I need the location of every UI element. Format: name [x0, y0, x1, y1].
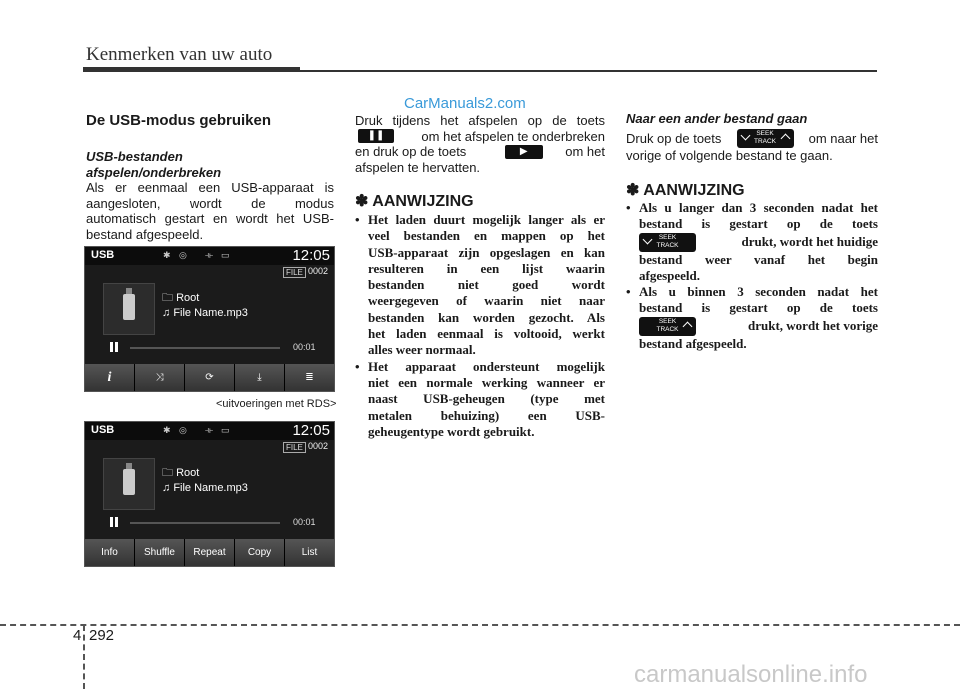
pause-icon[interactable]: [109, 342, 119, 352]
middle-paragraph: [355, 113, 605, 175]
copy-icon: ⤓: [257, 372, 262, 383]
music-note-icon: ♫: [162, 482, 174, 494]
header-rule-thin: [300, 70, 877, 72]
bullet-line: Als u langer dan 3 seconden nadat het: [639, 200, 878, 215]
shuffle-button[interactable]: [135, 364, 185, 391]
screen-clock: 12:05: [292, 247, 330, 264]
bullet-line: afgespeeld.: [639, 267, 701, 283]
para-text: om naar het: [808, 130, 878, 146]
bullet-first-line: [626, 284, 878, 300]
folder-root: [162, 289, 199, 308]
bullet-dot: •: [355, 358, 360, 374]
right-paragraph: [626, 129, 878, 164]
play-button-icon: ▶: [505, 145, 543, 159]
usb-stick-icon: [123, 294, 135, 320]
bluetooth-icon: ✱: [163, 250, 171, 260]
bullet-line: Het apparaat ondersteunt mogelijk: [368, 358, 605, 374]
info-button[interactable]: [85, 364, 135, 391]
bullet-line: bestanden kan worden gezocht. Als: [368, 309, 605, 325]
seek-track-button-icon: [639, 317, 696, 336]
usb-screen-text: [84, 421, 335, 567]
bullet-line: Als u binnen 3 seconden nadat het: [639, 284, 878, 300]
right-bullets: [626, 200, 878, 352]
disc-icon: ◎: [179, 425, 187, 435]
footer-divider: [83, 625, 85, 689]
current-file: [162, 307, 248, 319]
para-text: om het: [565, 144, 605, 159]
watermark-top[interactable]: CarManuals2.com: [404, 95, 526, 112]
folder-root: [162, 464, 199, 483]
info-icon: i: [107, 369, 112, 385]
para-line: bestand afgespeeld.: [86, 226, 204, 242]
bullet-item: [355, 212, 605, 359]
usb-device-art: [103, 283, 155, 335]
subsection-title-line: USB-bestanden: [86, 149, 183, 164]
progress-bar: [130, 522, 280, 524]
bullet-line: veel bestanden en mappen op het: [368, 228, 605, 244]
note-heading: [355, 191, 474, 211]
bullet-text: drukt, wordt het vorige: [748, 318, 878, 334]
shuffle-icon: ⤨: [155, 372, 164, 383]
folder-name: Root: [176, 292, 200, 304]
repeat-icon: ⟳: [205, 372, 214, 383]
seek-top: SEEK: [756, 130, 774, 137]
bluetooth-icon: ✱: [163, 425, 171, 435]
screen-button-bar: [85, 539, 334, 566]
file-number: 0002: [308, 441, 329, 451]
file-number: 0002: [308, 266, 329, 276]
file-name: File Name.mp3: [173, 482, 248, 494]
folder-name: Root: [176, 467, 200, 479]
screen-mode-label: USB: [91, 424, 115, 436]
para-line: Als er eenmaal een USB-apparaat is: [86, 180, 334, 195]
middle-bullets: [355, 212, 605, 440]
rds-caption: <uitvoeringen met RDS>: [216, 398, 337, 410]
para-line: [355, 144, 605, 160]
screen-clock: 12:05: [292, 422, 330, 439]
subsection-title-line: afspelen/onderbreken: [86, 165, 222, 180]
header-rule-thick: [83, 67, 300, 72]
bullet-first-line: [355, 359, 605, 375]
music-note-icon: ♫: [162, 307, 174, 319]
progress-bar: [130, 347, 280, 349]
bullet-dot: •: [355, 212, 360, 227]
note-asterisk-icon: ✽: [626, 182, 640, 199]
list-button[interactable]: List: [285, 539, 334, 566]
running-header: Kenmerken van uw auto: [86, 44, 273, 65]
seek-bottom: TRACK: [656, 241, 679, 249]
seek-track-button-icon: [737, 129, 794, 148]
copy-button[interactable]: Copy: [235, 539, 285, 566]
para-line: [355, 129, 605, 145]
bullet-line: [626, 317, 878, 336]
elapsed-time: 00:01: [293, 517, 316, 527]
seek-top: SEEK: [658, 317, 677, 325]
bullet-item: [355, 359, 605, 440]
copy-button[interactable]: [235, 364, 285, 391]
pause-icon[interactable]: [109, 517, 119, 527]
file-tag: FILE: [283, 267, 306, 278]
bullet-line: bestanden niet goed wordt: [368, 277, 605, 293]
list-button[interactable]: [285, 364, 334, 391]
seek-bottom: TRACK: [753, 138, 777, 145]
bullet-line: alles weer normaal.: [368, 342, 476, 358]
seek-top: SEEK: [658, 233, 677, 241]
shuffle-button[interactable]: Shuffle: [135, 539, 185, 566]
bullet-line: bestand afgespeeld.: [639, 335, 747, 351]
para-line: vorige of volgende bestand te gaan.: [626, 148, 833, 163]
repeat-button[interactable]: Repeat: [185, 539, 235, 566]
disc-icon: ◎: [179, 250, 187, 260]
usb-stick-icon: [123, 469, 135, 495]
current-file: [162, 482, 248, 494]
para-text: om het afspelen te onderbreken: [421, 128, 605, 144]
screen-mode-label: USB: [91, 249, 115, 261]
bullet-line: weergegeven of waarin niet naar: [368, 293, 605, 309]
para-line: automatisch gestart en wordt het USB-: [86, 211, 334, 226]
subsection-title-right: Naar een ander bestand gaan: [626, 111, 808, 126]
para-line: [626, 129, 878, 148]
bullet-line: resulteren in een lijst waarin: [368, 260, 605, 276]
page-number: 292: [89, 627, 115, 644]
note-title-text: AANWIJZING: [643, 182, 745, 199]
note-title-text: AANWIJZING: [372, 193, 474, 210]
para-text: en druk op de toets: [355, 144, 467, 159]
folder-icon: 🗀: [162, 467, 177, 479]
bullet-line: bestand is gestart op de toets: [639, 300, 878, 316]
bullet-line: geheugentype wordt gebruikt.: [368, 423, 535, 439]
watermark-bottom[interactable]: carmanualsonline.info: [634, 661, 868, 688]
folder-icon: 🗀: [162, 292, 177, 304]
bullet-line: [626, 233, 878, 252]
chapter-number: 4: [73, 627, 82, 644]
bullet-line: metalen behuizing) een USB-: [368, 407, 605, 423]
list-icon: ≣: [305, 372, 314, 383]
usb-device-art: [103, 458, 155, 510]
note-asterisk-icon: ✽: [355, 193, 369, 210]
usb-icon: ⟛: [205, 425, 214, 435]
usb-icon: ⟛: [205, 250, 214, 260]
footer-rule: [0, 624, 960, 626]
bullet-line: naast USB-geheugen (type met: [368, 391, 605, 407]
elapsed-time: 00:01: [293, 342, 316, 352]
file-tag: FILE: [283, 442, 306, 453]
para-text: Druk op de toets: [626, 130, 722, 146]
bullet-text: drukt, wordt het huidige: [741, 233, 878, 249]
pause-button-icon: ❚❚: [358, 129, 394, 143]
screen-button-bar: [85, 364, 334, 391]
bullet-line: Het laden duurt mogelijk langer als er: [368, 212, 605, 227]
bullet-dot: •: [626, 284, 631, 300]
bullet-first-line: [626, 200, 878, 216]
battery-icon: ▭: [221, 250, 230, 260]
para-line: afspelen te hervatten.: [355, 159, 481, 175]
battery-icon: ▭: [221, 425, 230, 435]
bullet-line: USB-apparaat zijn opgeslagen en kan: [368, 244, 605, 260]
bullet-first-line: [355, 212, 605, 228]
seek-bottom: TRACK: [656, 325, 679, 333]
subsection-title: [86, 149, 221, 181]
bullet-line: bestand is gestart op de toets: [639, 216, 878, 232]
bullet-line: niet een normale werking wanneer er: [368, 374, 605, 390]
usb-screen-icons: [84, 246, 335, 392]
intro-paragraph: [86, 180, 334, 242]
file-name: File Name.mp3: [173, 307, 248, 319]
repeat-button[interactable]: [185, 364, 235, 391]
para-line: Druk tijdens het afspelen op de toets: [355, 113, 605, 128]
bullet-dot: •: [626, 200, 631, 215]
info-button[interactable]: Info: [85, 539, 135, 566]
note-heading-right: [626, 180, 745, 200]
bullet-line: bestand weer vanaf het begin: [639, 251, 878, 267]
bullet-line: het laden eenmaal is voltooid, werkt: [368, 326, 605, 342]
seek-track-button-icon: [639, 233, 696, 252]
section-title: De USB-modus gebruiken: [86, 112, 272, 129]
para-line: aangesloten, wordt de modus: [86, 195, 334, 211]
